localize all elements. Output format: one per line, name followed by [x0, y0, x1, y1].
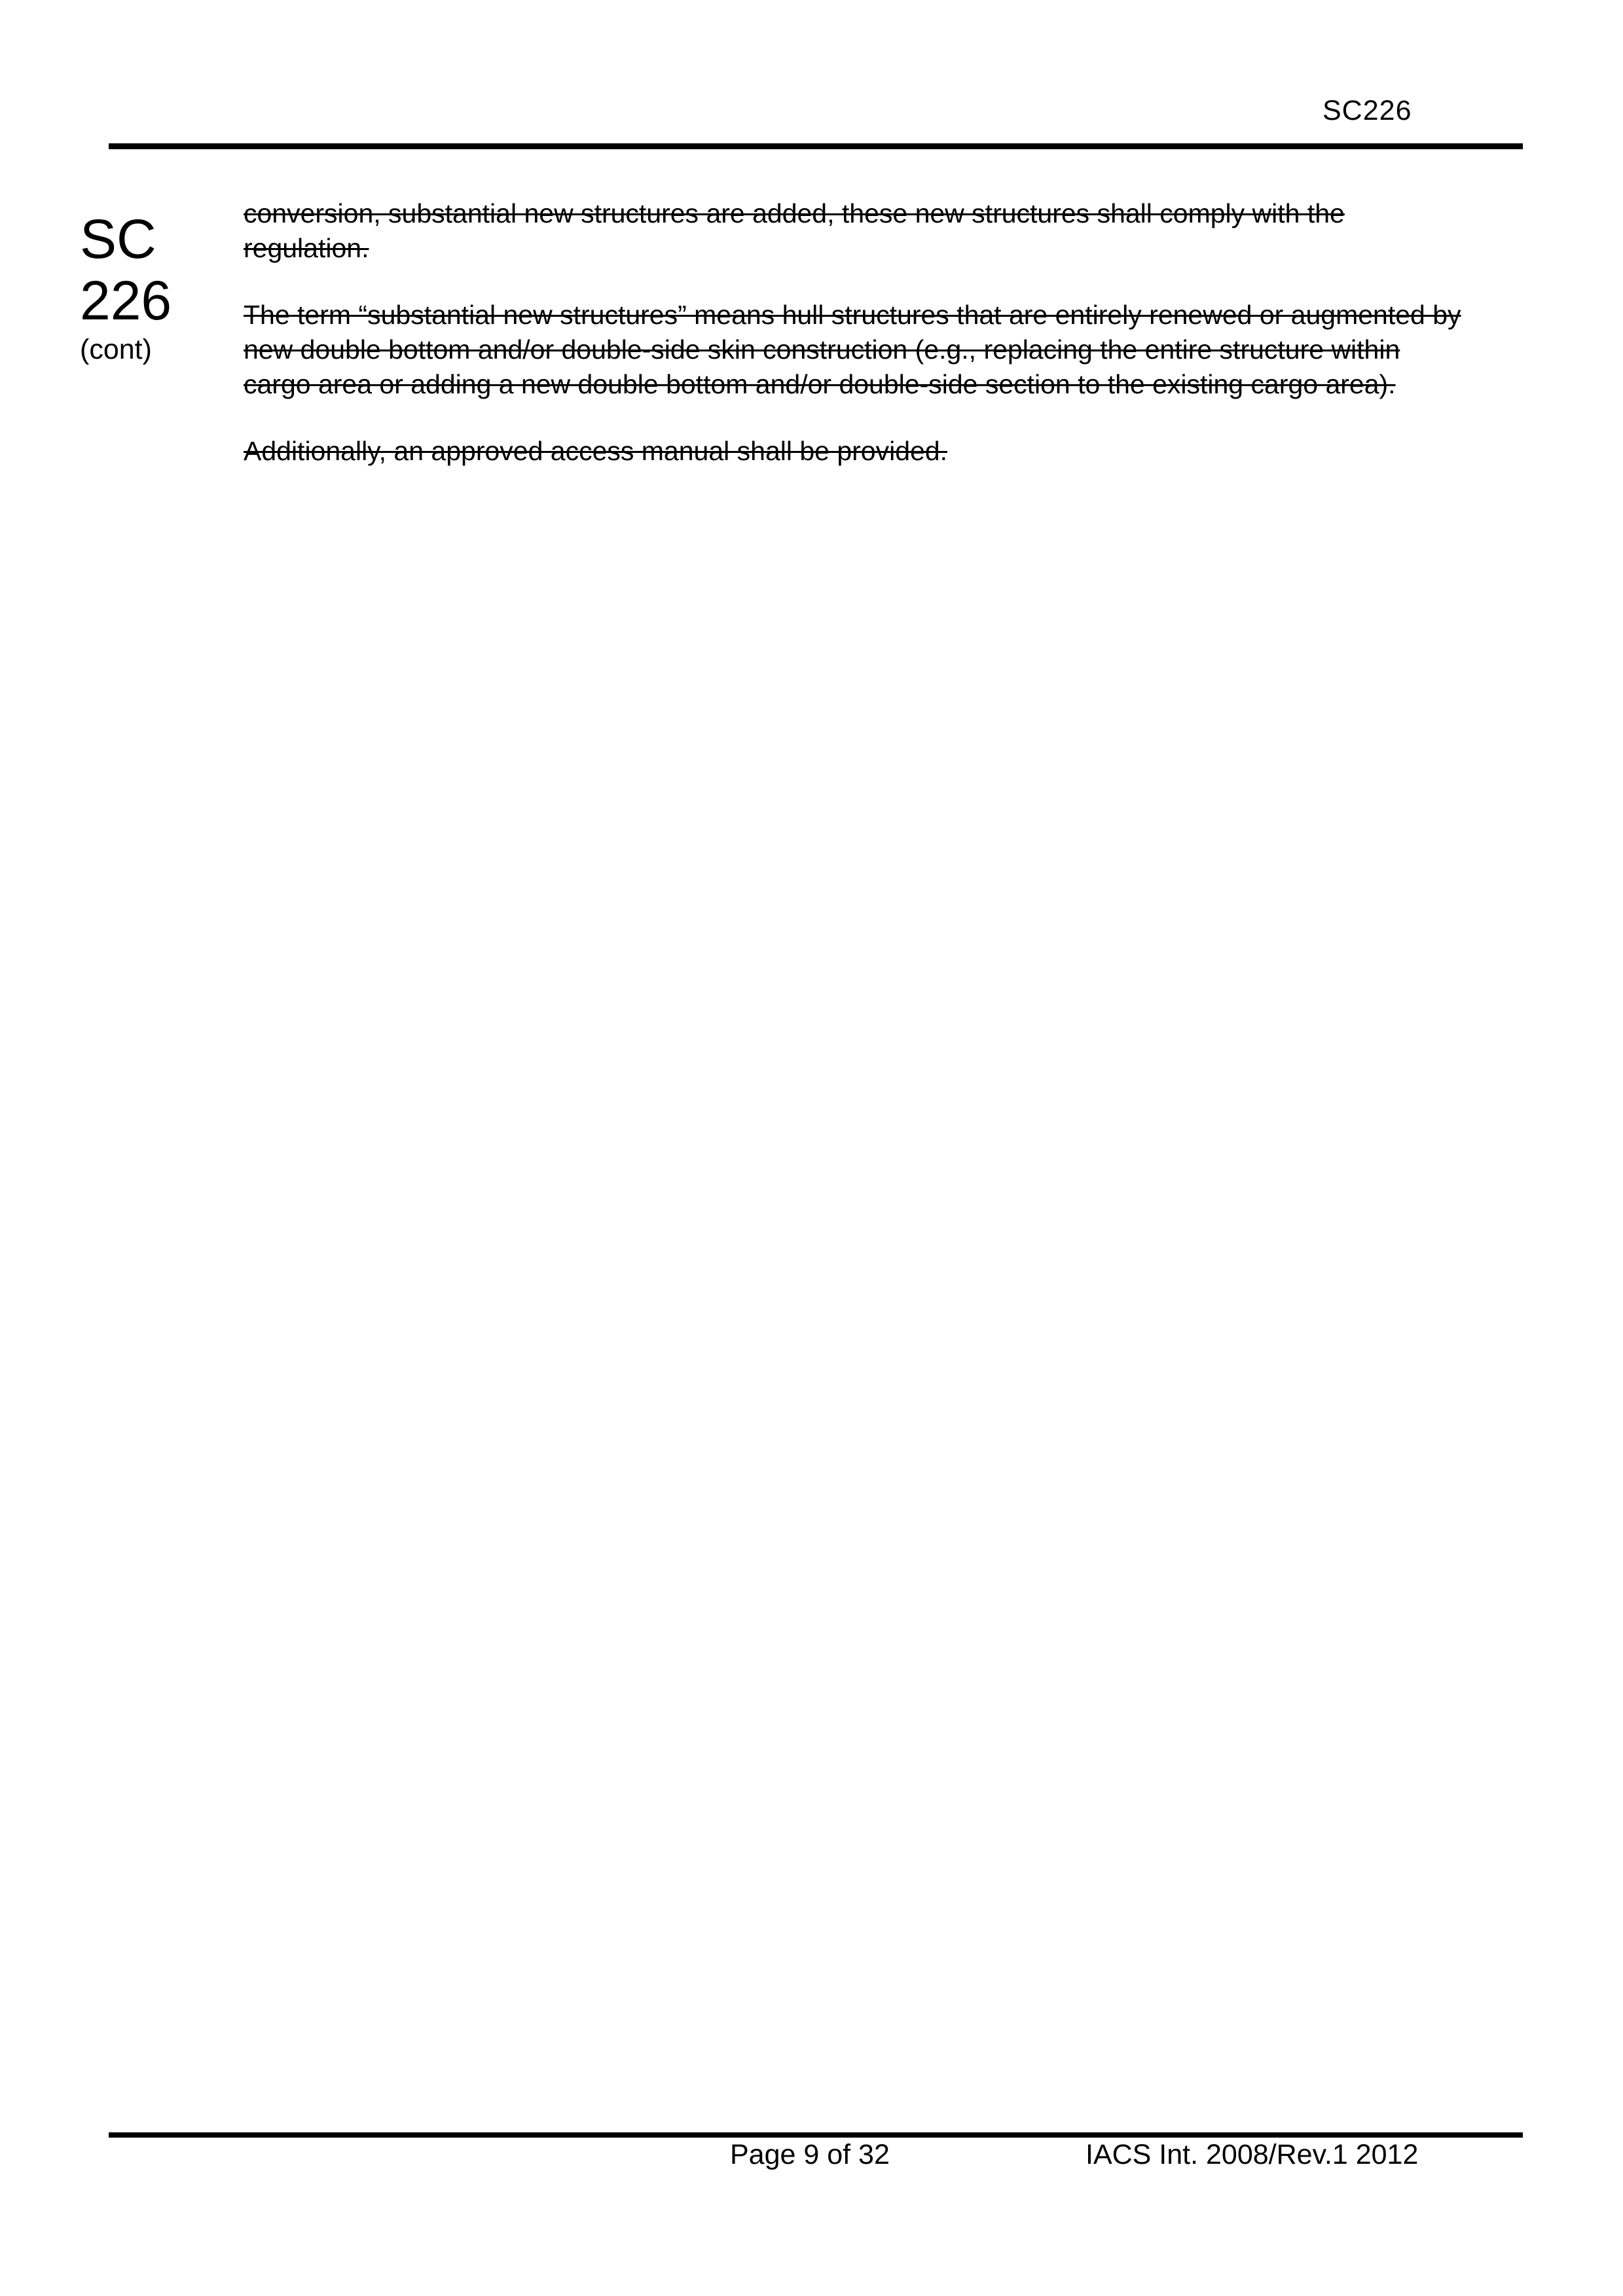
header-rule — [109, 143, 1523, 149]
body-paragraph-1: conversion, substantial new structures are added, these new structures shall comply with the regulation. — [244, 198, 1345, 263]
document-body — [244, 196, 1468, 501]
body-paragraph-3: Additionally, an approved access manual shall be provided. — [244, 436, 948, 466]
header-document-reference: SC226 — [1322, 95, 1412, 126]
margin-code: SC — [80, 208, 156, 270]
footer-rule — [109, 2132, 1523, 2138]
margin-identifier — [80, 208, 172, 367]
footer-document-reference: IACS Int. 2008/Rev.1 2012 — [1085, 2139, 1419, 2170]
margin-continued-note: (cont) — [80, 334, 152, 365]
body-paragraph-2: The term “substantial new structures” means hull structures that are entirely renewed or augmented by new double bottom and/or double-side skin construction (e.g., replacing the entire structure within cargo area or adding a new double bottom and/or double-side section to the existing cargo area). — [244, 300, 1461, 399]
footer-page-number: Page 9 of 32 — [730, 2139, 890, 2170]
margin-number: 226 — [80, 270, 172, 331]
